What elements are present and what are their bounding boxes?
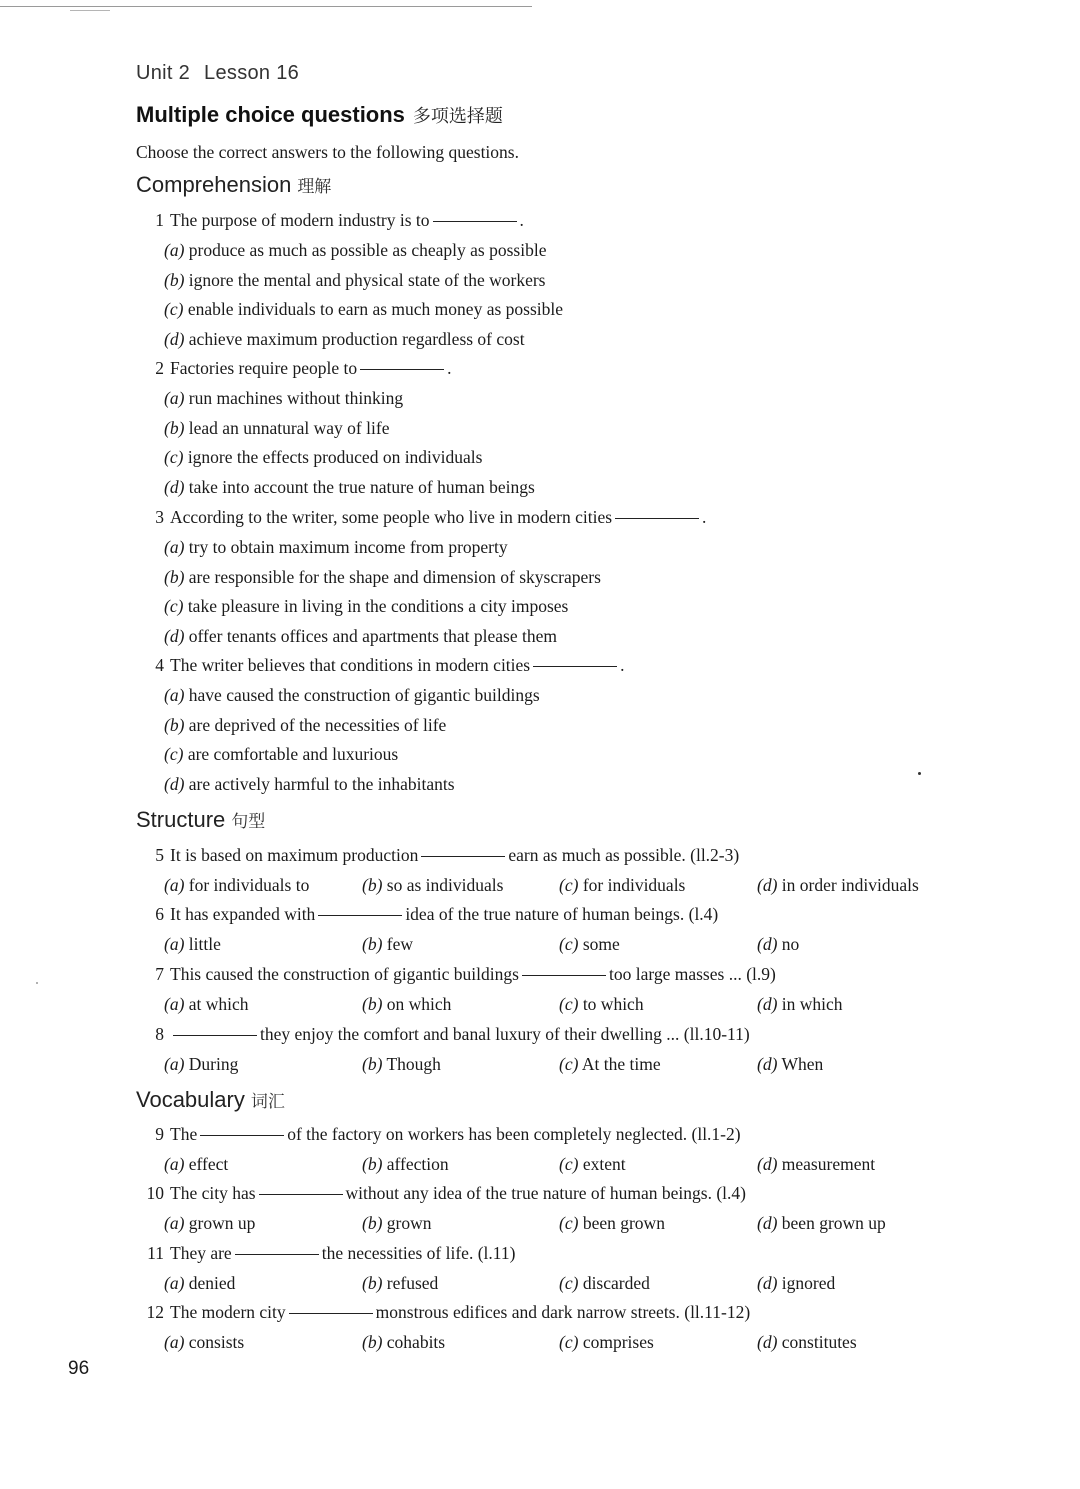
question-text-before: This caused the construction of gigantic buildings [170,964,519,984]
option-letter: (d) [757,1154,778,1174]
answer-option[interactable] [559,1273,650,1294]
option-text: offer tenants offices and apartments that please them [188,626,557,647]
answer-blank[interactable] [259,1193,343,1195]
question-stem [136,904,718,925]
answer-option[interactable] [164,1332,244,1353]
option-text: Though [386,1054,441,1074]
option-letter: (b) [362,1273,383,1293]
section-title-en: Structure [136,807,226,832]
option-letter: (c) [559,1054,579,1074]
answer-option[interactable] [164,447,482,468]
question-text-after: . [447,358,452,378]
section-title-en: Vocabulary [136,1087,245,1112]
answer-option[interactable] [164,1054,238,1075]
option-text: some [582,934,620,954]
option-text: affection [386,1154,449,1174]
answer-blank[interactable] [173,1034,257,1036]
answer-option[interactable] [559,1213,665,1234]
top-rule-short [70,10,110,11]
option-letter: (c) [164,299,184,320]
option-text: for individuals [582,875,686,895]
question-text-after: without any idea of the true nature of human beings. (l.4) [345,1183,746,1203]
answer-option[interactable] [757,994,843,1015]
print-speck [918,772,921,775]
answer-option[interactable] [757,875,919,896]
question-text-before: Factories require people to [170,358,358,378]
question-number: 12 [146,1302,164,1322]
option-text: measurement [781,1154,876,1174]
option-letter: (d) [757,875,778,895]
option-letter: (b) [164,714,185,735]
option-text: no [781,934,800,954]
option-text: ignore the effects produced on individuals [187,447,483,468]
section-structure [136,807,265,833]
answer-option[interactable] [164,299,563,320]
answer-option[interactable] [164,418,389,439]
option-text: constitutes [781,1332,857,1352]
option-letter: (d) [164,774,185,795]
option-letter: (c) [559,1154,579,1174]
question-stem [136,210,524,231]
question-number: 9 [155,1124,164,1144]
option-letter: (a) [164,388,185,408]
question-stem [136,1024,750,1045]
answer-option[interactable] [164,685,540,706]
question-stem [136,655,624,676]
answer-option[interactable] [757,1213,886,1234]
option-text: grown up [188,1213,256,1233]
option-text: lead an unnatural way of life [188,417,390,438]
option-text: try to obtain maximum income from property [188,537,508,557]
option-text: few [386,934,414,954]
answer-option[interactable] [362,1332,445,1353]
option-letter: (c) [164,744,184,765]
option-letter: (a) [164,240,185,260]
section-title-cn: 词汇 [250,1092,285,1112]
option-letter: (d) [757,934,778,954]
answer-blank[interactable] [522,974,606,976]
section-comprehension [136,172,331,198]
answer-option[interactable] [164,934,221,955]
option-letter: (c) [559,1273,579,1293]
answer-option[interactable] [559,1332,654,1353]
option-text: cohabits [386,1332,446,1352]
answer-option[interactable] [362,1213,432,1234]
question-number: 4 [155,655,164,675]
option-letter: (a) [164,934,185,954]
answer-option[interactable] [164,744,398,765]
option-text: are deprived of the necessities of life [188,714,447,735]
unit-lesson-header [136,62,299,85]
answer-option[interactable] [757,1054,823,1075]
answer-option[interactable] [362,1273,438,1294]
unit-label: Unit 2 [136,62,191,84]
option-letter: (b) [164,566,185,587]
question-number: 1 [155,210,164,230]
option-letter: (a) [164,994,185,1014]
option-text: When [781,1054,824,1074]
section-title-cn: 句型 [231,812,266,832]
answer-blank[interactable] [318,914,402,916]
option-letter: (a) [164,1273,185,1293]
option-text: so as individuals [386,875,504,895]
question-text-after: monstrous edifices and dark narrow streets. (ll.11-12) [375,1302,751,1322]
option-letter: (a) [164,1213,185,1233]
section-title-cn: 理解 [297,177,332,197]
option-text: are comfortable and luxurious [187,744,399,765]
question-text-after: of the factory on workers has been completely neglected. (ll.1-2) [287,1124,741,1144]
option-letter: (c) [559,994,579,1014]
answer-blank[interactable] [200,1134,284,1136]
answer-option[interactable] [757,934,799,955]
question-text-before: The city has [170,1183,256,1203]
option-letter: (d) [757,1054,778,1074]
option-letter: (a) [164,1054,185,1074]
option-text: to which [582,994,644,1014]
answer-option[interactable] [757,1154,875,1175]
question-text-before: It has expanded with [170,904,316,924]
question-text-after: . [519,210,524,230]
question-stem [136,507,706,528]
option-letter: (b) [362,1213,383,1233]
option-letter: (c) [559,875,579,895]
option-text: effect [188,1154,229,1174]
option-text: are responsible for the shape and dimension of skyscrapers [188,566,601,587]
option-text: ignore the mental and physical state of the workers [188,269,546,290]
question-number: 2 [155,358,164,378]
answer-option[interactable] [164,875,309,896]
question-stem [136,1302,750,1323]
option-letter: (d) [164,626,185,647]
answer-blank[interactable] [235,1253,319,1255]
answer-option[interactable] [362,1154,449,1175]
option-letter: (a) [164,1332,185,1352]
question-number: 10 [146,1183,164,1203]
answer-options-row [164,1054,964,1078]
answer-option[interactable] [164,774,455,795]
answer-option[interactable] [362,1054,441,1075]
answer-option[interactable] [164,626,557,647]
option-letter: (b) [362,1154,383,1174]
question-text-before: The [170,1124,198,1144]
option-text: produce as much as possible as cheaply as possible [188,240,547,260]
answer-option[interactable] [757,1273,835,1294]
option-letter: (b) [164,269,185,290]
option-text: extent [582,1154,626,1174]
answer-option[interactable] [559,994,644,1015]
answer-option[interactable] [164,329,525,350]
answer-option[interactable] [559,1054,661,1075]
print-speck [36,982,38,984]
option-letter: (c) [559,1332,579,1352]
answer-option[interactable] [559,875,685,896]
answer-options-row [164,1213,964,1237]
lesson-label: Lesson 16 [204,62,300,84]
question-text-after: . [702,507,707,527]
option-letter: (a) [164,537,185,557]
answer-options-row [164,934,964,958]
answer-option[interactable] [164,388,403,409]
answer-options-row [164,1273,964,1297]
option-text: are actively harmful to the inhabitants [188,774,455,795]
option-text: have caused the construction of gigantic buildings [188,685,540,705]
question-stem [136,1124,741,1145]
question-stem [136,1183,746,1204]
question-stem [136,358,451,379]
option-text: grown [386,1213,432,1233]
question-text-before: According to the writer, some people who live in modern cities [170,507,613,527]
option-letter: (c) [559,934,579,954]
option-text: achieve maximum production regardless of cost [188,329,525,350]
option-text: at which [188,994,249,1014]
top-rule [0,6,532,7]
option-letter: (a) [164,685,185,705]
answer-option[interactable] [164,994,249,1015]
answer-blank[interactable] [360,368,444,370]
question-stem [136,964,776,985]
option-text: on which [386,994,452,1014]
answer-option[interactable] [164,477,535,498]
option-text: run machines without thinking [188,388,404,408]
answer-option[interactable] [164,240,546,261]
option-text: refused [386,1273,439,1293]
option-text: little [188,934,221,954]
option-text: During [188,1054,239,1074]
page-number: 96 [68,1358,90,1379]
option-text: take pleasure in living in the conditions a city imposes [187,596,569,617]
answer-option[interactable] [559,1154,626,1175]
option-letter: (a) [164,1154,185,1174]
title-en: Multiple choice questions [136,102,405,127]
option-text: in order individuals [781,875,919,895]
option-text: denied [188,1273,236,1293]
answer-options-row [164,875,964,899]
option-letter: (d) [757,1213,778,1233]
answer-blank[interactable] [421,855,505,857]
option-text: discarded [582,1273,650,1293]
option-text: take into account the true nature of human beings [188,477,535,498]
option-text: enable individuals to earn as much money as possible [187,299,564,320]
option-letter: (b) [362,875,383,895]
question-text-before: The modern city [170,1302,286,1322]
answer-option[interactable] [362,934,413,955]
option-letter: (b) [362,1054,383,1074]
question-number: 11 [147,1243,164,1263]
option-letter: (a) [164,875,185,895]
question-text-after: the necessities of life. (l.11) [321,1243,516,1263]
question-text-before: The purpose of modern industry is to [170,210,430,230]
option-letter: (d) [164,329,185,350]
question-number: 8 [155,1024,164,1044]
question-text-after: they enjoy the comfort and banal luxury of their dwelling ... (ll.10-11) [260,1024,750,1044]
answer-options-row [164,1154,964,1178]
question-stem [136,1243,515,1264]
question-text-before: The writer believes that conditions in modern cities [170,655,531,675]
question-text-before: It is based on maximum production [170,845,419,865]
answer-option[interactable] [164,1273,235,1294]
option-letter: (b) [362,994,383,1014]
option-letter: (d) [164,477,185,498]
question-text-after: . [620,655,625,675]
page-title [136,102,503,128]
answer-blank[interactable] [533,665,617,667]
option-text: been grown up [781,1213,886,1233]
answer-options-row [164,1332,964,1356]
answer-option[interactable] [164,596,568,617]
option-letter: (b) [164,417,185,438]
section-title-en: Comprehension [136,172,292,197]
question-stem [136,845,739,866]
answer-option[interactable] [362,994,451,1015]
option-letter: (c) [164,596,184,617]
instruction: Choose the correct answers to the following questions. [136,142,519,162]
question-number: 3 [155,507,164,527]
option-text: ignored [781,1273,836,1293]
answer-blank[interactable] [615,517,699,519]
option-text: At the time [581,1054,661,1074]
answer-blank[interactable] [289,1312,373,1314]
option-letter: (c) [164,447,184,468]
answer-option[interactable] [362,875,503,896]
title-cn: 多项选择题 [412,106,503,127]
question-number: 5 [155,845,164,865]
section-vocabulary [136,1087,285,1113]
option-letter: (b) [362,934,383,954]
question-number: 7 [155,964,164,984]
question-text-after: too large masses ... (l.9) [608,964,776,984]
answer-option[interactable] [757,1332,857,1353]
option-text: comprises [582,1332,654,1352]
question-text-before: They are [170,1243,232,1263]
answer-option[interactable] [164,1154,228,1175]
option-letter: (d) [757,1332,778,1352]
option-text: in which [781,994,843,1014]
answer-option[interactable] [164,567,601,588]
option-text: been grown [582,1213,665,1233]
answer-option[interactable] [164,270,545,291]
option-letter: (b) [362,1332,383,1352]
option-text: for individuals to [188,875,310,895]
option-letter: (c) [559,1213,579,1233]
answer-option[interactable] [164,715,446,736]
option-letter: (d) [757,1273,778,1293]
answer-option[interactable] [559,934,620,955]
answer-options-row [164,994,964,1018]
answer-option[interactable] [164,1213,255,1234]
question-text-after: earn as much as possible. (ll.2-3) [508,845,740,865]
option-text: consists [188,1332,245,1352]
option-letter: (d) [757,994,778,1014]
answer-option[interactable] [164,537,508,558]
question-text-after: idea of the true nature of human beings. (l.4) [405,904,719,924]
answer-blank[interactable] [433,220,517,222]
question-number: 6 [155,904,164,924]
